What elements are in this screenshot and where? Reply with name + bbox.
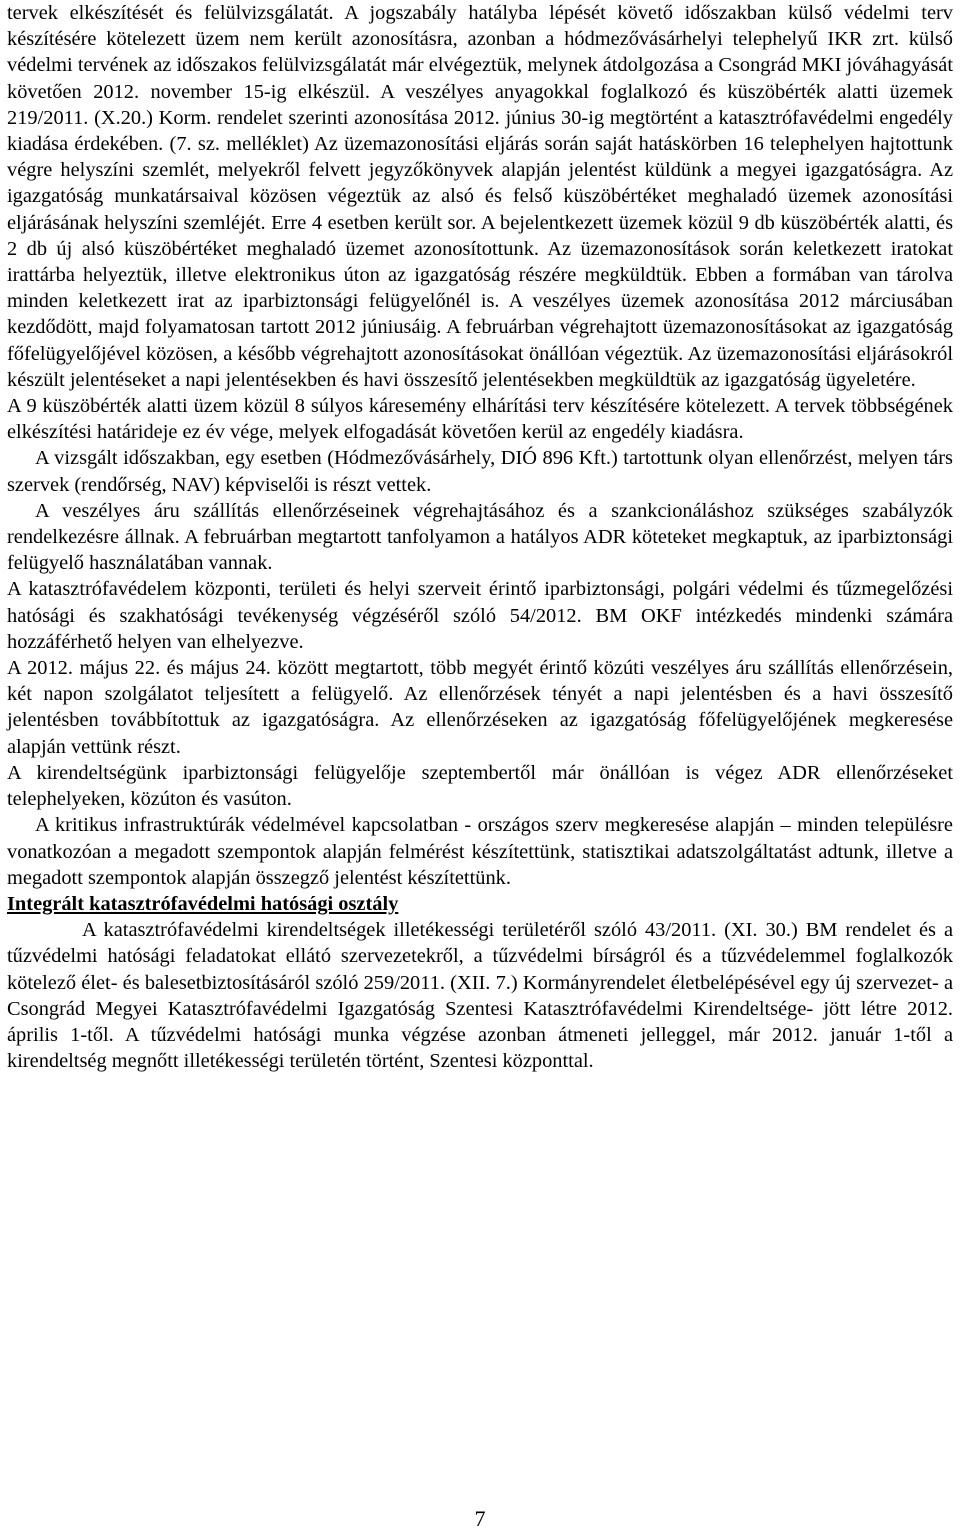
paragraph-road-inspections: A 2012. május 22. és május 24. között megtartott, több megyét érintő közúti veszélyes áru szállítás ellenőrzésein, két napon szolgálatot teljesített a felügyelő. Az ellenőrzések tényét a napi jelentésben és a havi összesítő jelentésben továbbítottuk az igazgatóságra. Az ellenőrzéseken az igazgatóság főfelügyelőjének megkeresése alapján vettünk részt.: [7, 657, 953, 758]
paragraph-critical-infrastructure: A kritikus infrastruktúrák védelmével kapcsolatban - országos szerv megkeresése alapján – minden településre vonatkozóan a megadott szempontok alapján felmérést készítettünk, statisztikai adatszolgáltatást adtunk, illetve a megadott szempontok alapján összegző jelentést készítettünk.: [7, 814, 953, 889]
paragraph-threshold-plants: A 9 küszöbérték alatti üzem közül 8 súlyos káresemény elhárítási terv készítésére kötelezett. A tervek többségének elkészítési határideje ez év vége, melyek elfogadását követően kerül az engedély kiadásra.: [7, 395, 953, 444]
paragraph-dangerous-goods: A veszélyes áru szállítás ellenőrzéseinek végrehajtásához és a szankcionáláshoz szükséges szabályzók rendelkezésre állnak. A februárban megtartott tanfolyamon a hatályos ADR köteteket megkaptuk, az iparbiztonsági felügyelő használatában vannak.: [7, 499, 953, 575]
paragraph-adr-inspections: A kirendeltségünk iparbiztonsági felügyelője szeptembertől már önállóan is végez ADR ellenőrzéseket telephelyeken, közúton és vasúton.: [7, 761, 953, 811]
paragraph-joint-inspection: A vizsgált időszakban, egy esetben (Hódmezővásárhely, DIÓ 896 Kft.) tartottunk olyan ellenőrzést, melyen társ szervek (rendőrség, NAV) képviselői is részt vettek.: [7, 447, 953, 496]
paragraph-facility-identification: tervek elkészítését és felülvizsgálatát. A jogszabály hatályba lépését követő időszakban külső védelmi terv készítésére kötelezett üzem nem került azonosításra, azonban a hódmezővásárhelyi telephelyű IKR zrt. külső védelmi tervének az időszakos felülvizsgálatát már elvégeztük, melynek átdolgozása a Csongrád MKI jóváhagyását követően 2012. november 15-ig elkészül. A veszélyes anyagokkal foglalkozó és küszöbérték alatti üzemek 219/2011. (X.20.) Korm. rendelet szerinti azonosítása 2012. június 30-ig megtörtént a katasztrófavédelmi engedély kiadása érdekében. (7. sz. melléklet) Az üzemazonosítási eljárás során saját hatáskörben 16 telephelyen hajtottunk végre helyszíni szemlét, melyekről felvett jegyzőkönyvek alapján jelentést küldünk a megyei igazgatóságra. Az igazgatóság munkatársaival közösen végeztük az alsó és felső küszöbértéket meghaladó üzemek azonosítási eljárásának helyszíni szemléjét. Erre 4 esetben került sor. A bejelentkezett üzemek közül 9 db küszöbérték alatti, és 2 db új alsó küszöbértéket meghaladó üzemet azonosítottunk. Az üzemazonosítások során keletkezett iratokat irattárba helyeztük, illetve elektronikus úton az igazgatóság részére megküldtük. Ebben a formában van tárolva minden keletkezett irat az iparbiztonsági felügyelőnél is. A veszélyes üzemek azonosítása 2012 márciusában kezdődött, majd folyamatosan tartott 2012 júniusáig. A februárban végrehajtott üzemazonosításokat az igazgatóság főfelügyelőjével közösen, a később végrehajtott azonosításokat önállóan végeztük. Az üzemazonosítási eljárásokról készült jelentéseket a napi jelentésekben és havi összesítő jelentésekben megküldtük az igazgatóság ügyeletére.: [7, 2, 953, 391]
section-heading: Integrált katasztrófavédelmi hatósági osztály: [7, 892, 399, 915]
page-number: 7: [474, 1506, 486, 1531]
document-page: [7, 0, 953, 1074]
paragraph-okf-directive: A katasztrófavédelem központi, területi és helyi szerveit érintő iparbiztonsági, polgári védelmi és tűzmegelőzési hatósági és szakhatósági tevékenység végzéséről szóló 54/2012. BM OKF intézkedés mindenki számára hozzáférhető helyen van elhelyezve.: [7, 578, 953, 653]
paragraph-new-organization: A katasztrófavédelmi kirendeltségek illetékességi területéről szóló 43/2011. (XI. 30.) BM rendelet és a tűzvédelmi hatósági feladatokat ellátó szervezetekről, a tűzvédelmi bírságról és a tűzvédelemmel foglalkozók kötelező élet- és balesetbiztosításáról szóló 259/2011. (XII. 7.) Kormányrendelet életbelépésével egy új szervezet- a Csongrád Megyei Katasztrófavédelmi Igazgatóság Szentesi Katasztrófavédelmi Kirendeltsége- jött létre 2012. április 1-től. A tűzvédelmi hatósági munka végzése azonban átmeneti jelleggel, már 2012. január 1-től a kirendeltség megnőtt illetékességi területén történt, Szentesi központtal.: [7, 919, 953, 1073]
